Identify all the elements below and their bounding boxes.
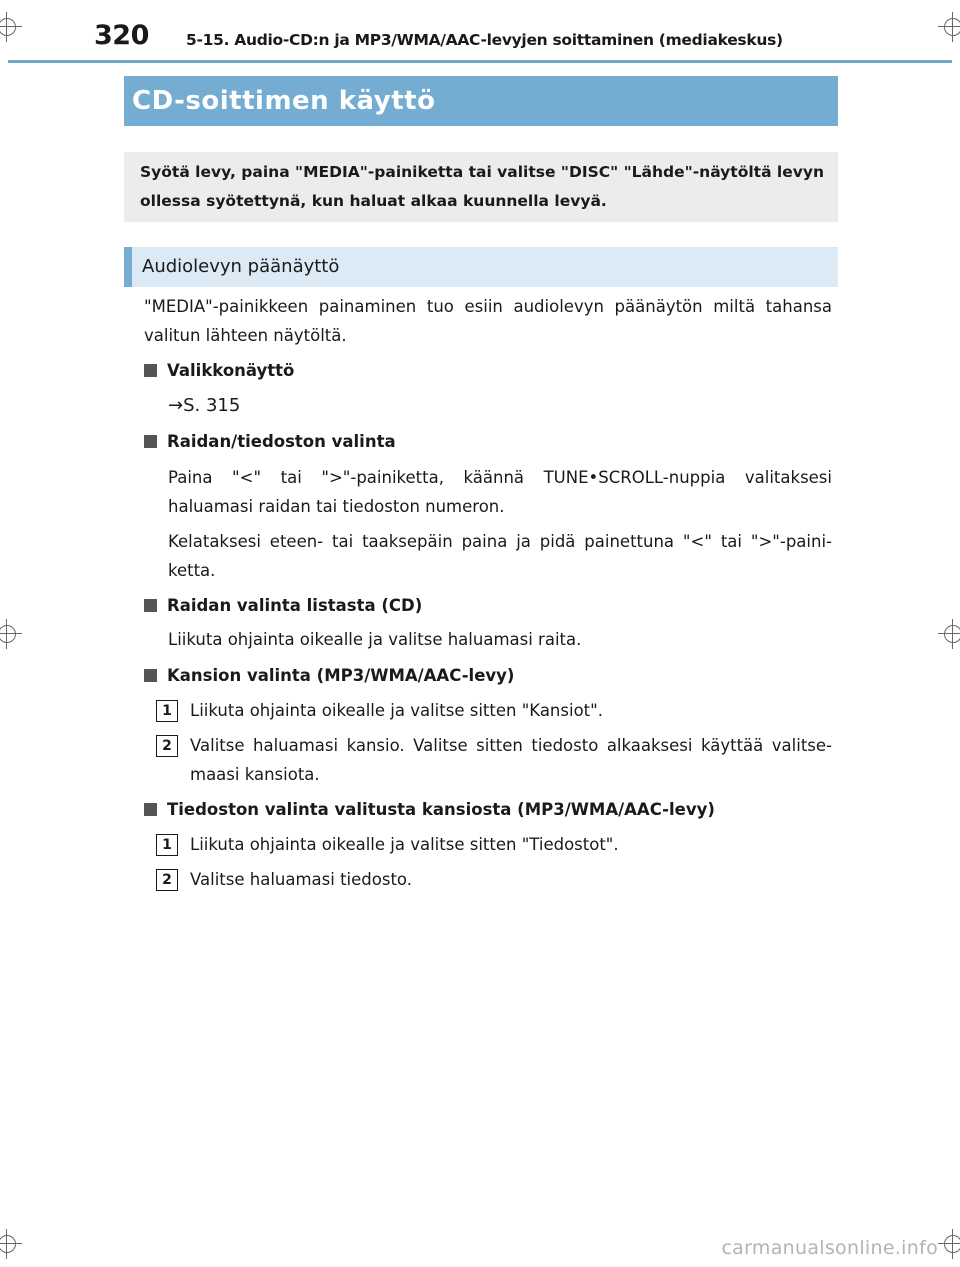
square-bullet-icon bbox=[144, 803, 157, 816]
step-text: Valitse haluamasi tiedosto. bbox=[190, 870, 412, 889]
step-number-badge: 1 bbox=[156, 700, 178, 722]
page-reference-link[interactable]: →S. 315 bbox=[168, 395, 241, 416]
crop-mark bbox=[0, 619, 22, 649]
subsection-heading: Audiolevyn päänäyttö bbox=[124, 247, 838, 287]
item-paragraph: Kelataksesi eteen- tai taaksepäin paina ja pidä painettuna "<" tai ">"-paini-ketta. bbox=[168, 532, 832, 580]
intro-box: Syötä levy, paina "MEDIA"-painiketta tai valitse "DISC" "Lähde"-näytöltä levyn ollessa syötettynä, kun haluat alkaa kuunnella levyä. bbox=[124, 152, 838, 222]
item-heading-track-select: Raidan/tiedoston valinta bbox=[144, 427, 396, 456]
square-bullet-icon bbox=[144, 669, 157, 682]
crop-mark bbox=[938, 619, 960, 649]
item-heading-menu: Valikkonäyttö bbox=[144, 356, 294, 385]
square-bullet-icon bbox=[144, 364, 157, 377]
item-heading-folder-select: Kansion valinta (MP3/WMA/AAC-levy) bbox=[144, 661, 514, 690]
step-text: Liikuta ohjainta oikealle ja valitse sitten "Tiedostot". bbox=[190, 835, 619, 854]
subsection-body: "MEDIA"-painikkeen painaminen tuo esiin audiolevyn päänäytön miltä tahansa valitun lähteen näytöltä. bbox=[144, 297, 832, 345]
item-paragraph: Liikuta ohjainta oikealle ja valitse haluamasi raita. bbox=[168, 630, 582, 649]
item-paragraph: Paina "<" tai ">"-painiketta, käännä TUNE•SCROLL-nuppia valitaksesi haluamasi raidan tai tiedoston numeron. bbox=[168, 468, 832, 516]
square-bullet-icon bbox=[144, 435, 157, 448]
crop-mark bbox=[938, 12, 960, 42]
section-title: CD-soittimen käyttö bbox=[124, 76, 838, 126]
step-number-badge: 2 bbox=[156, 735, 178, 757]
arrow-right-icon: → bbox=[168, 395, 184, 416]
step-text: Valitse haluamasi kansio. Valitse sitten tiedosto alkaaksesi käyttää valitse-maasi kansiota. bbox=[190, 736, 832, 784]
step-text: Liikuta ohjainta oikealle ja valitse sitten "Kansiot". bbox=[190, 701, 603, 720]
crop-mark bbox=[0, 12, 22, 42]
square-bullet-icon bbox=[144, 599, 157, 612]
header-rule bbox=[8, 60, 952, 63]
crop-mark bbox=[0, 1229, 22, 1259]
step-number-badge: 2 bbox=[156, 869, 178, 891]
chapter-title: 5-15. Audio-CD:n ja MP3/WMA/AAC-levyjen soittaminen (mediakeskus) bbox=[186, 31, 783, 49]
item-heading-track-list: Raidan valinta listasta (CD) bbox=[144, 591, 422, 620]
step-number-badge: 1 bbox=[156, 834, 178, 856]
page-number: 320 bbox=[94, 20, 149, 51]
item-heading-file-select: Tiedoston valinta valitusta kansiosta (MP3/WMA/AAC-levy) bbox=[144, 795, 715, 824]
crop-mark bbox=[938, 1229, 960, 1259]
watermark: carmanualsonline.info bbox=[721, 1237, 938, 1259]
